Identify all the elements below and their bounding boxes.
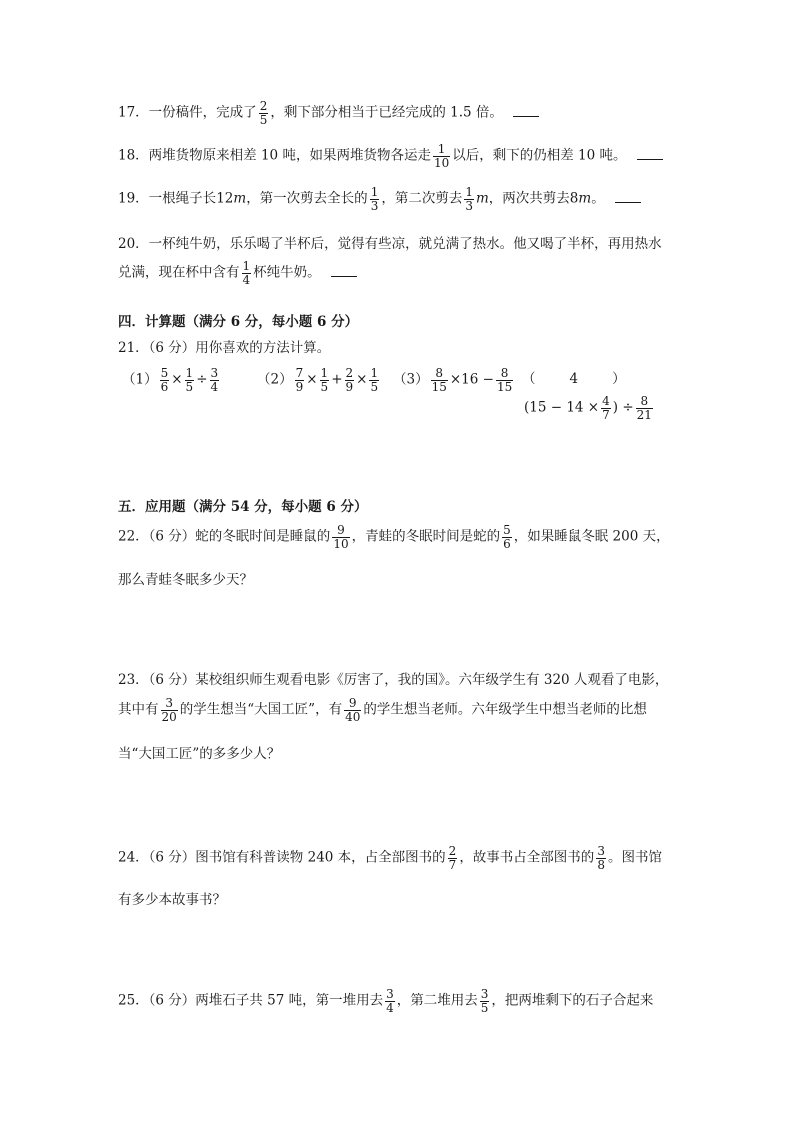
answer-blank[interactable]: [615, 202, 641, 203]
fraction: $\frac{5}{6}$: [160, 366, 169, 394]
fraction: $\frac{1}{5}$: [320, 366, 329, 394]
question-22-line-1: 22．（6 分）蛇的冬眠时间是睡鼠的 $\frac{9}{10}$ ，青蛙的冬眠时间是蛇的 $\frac{5}{6}$ ，如果睡鼠冬眠 200 天，: [118, 523, 670, 551]
question-20-line-1: 20．一杯纯牛奶，乐乐喝了半杯后，觉得有些凉，就兑满了热水。他又喝了半杯，再用热水: [118, 236, 662, 252]
question-24-line-1: 24．（6 分）图书馆有科普读物 240 本，占全部图书的 $\frac{2}{7}$ ，故事书占全部图书的 $\frac{3}{8}$ 。图书馆: [118, 844, 662, 872]
fraction: $\frac{8}{15}$: [496, 366, 513, 394]
fraction: $\frac{5}{6}$: [503, 523, 511, 551]
expression-3: （3） $\frac{8}{15}$ ×16 − $\frac{8}{15}$: [393, 366, 513, 394]
question-23-line-2: 其中有 $\frac{3}{20}$ 的学生想当“大国工匠”，有 $\frac{9}{40}$ 的学生想当老师。六年级学生中想当老师的比想: [118, 696, 647, 724]
fraction: $\frac{2}{7}$: [448, 844, 457, 872]
answer-blank[interactable]: [513, 116, 539, 117]
fraction: $\frac{1}{10}$: [433, 142, 450, 170]
expression-2: （2） $\frac{7}{9}$ × $\frac{1}{5}$ + $\frac{2}{9}$ × $\frac{1}{5}$: [257, 366, 379, 394]
fraction: $\frac{3}{20}$: [161, 696, 177, 724]
section-4-title: 四．计算题（满分 6 分，每小题 6 分）: [118, 314, 359, 330]
fraction: $\frac{7}{9}$: [295, 366, 304, 394]
fraction: $\frac{3}{8}$: [597, 844, 605, 872]
expression-4-label: （ 4 ）: [522, 371, 626, 387]
question-25-line-1: 25．（6 分）两堆石子共 57 吨，第一堆用去 $\frac{3}{4}$ ，第二堆用去 $\frac{3}{5}$ ，把两堆剩下的石子合起来: [118, 987, 654, 1015]
question-23-line-1: 23．（6 分）某校组织师生观看电影《厉害了，我的国》。六年级学生有 320 人观看了电影，: [118, 672, 669, 688]
question-24-line-2: 有多少本故事书？: [118, 892, 226, 908]
fraction: $\frac{1}{3}$: [370, 185, 379, 213]
answer-blank[interactable]: [637, 159, 663, 160]
question-17: 17．一份稿件，完成了 $\frac{2}{5}$ ，剩下部分相当于已经完成的 1.5 倍。: [118, 100, 539, 126]
expression-4: (15 − 14 × $\frac{4}{7}$ ) ÷ $\frac{8}{21}$: [524, 394, 652, 422]
question-20-line-2: 兑满，现在杯中含有 $\frac{1}{4}$ 杯纯牛奶。: [118, 260, 357, 286]
fraction: $\frac{8}{21}$: [636, 394, 652, 422]
fraction: $\frac{1}{4}$: [242, 259, 251, 287]
question-18: 18．两堆货物原来相差 10 吨，如果两堆货物各运走 $\frac{1}{10}$ 以后，剩下的仍相差 10 吨。: [118, 143, 663, 169]
expression-1: （1） $\frac{5}{6}$ × $\frac{1}{5}$ ÷ $\frac{3}{4}$: [122, 366, 219, 394]
fraction: $\frac{9}{40}$: [345, 696, 361, 724]
fraction: $\frac{2}{9}$: [345, 366, 354, 394]
fraction: $\frac{9}{10}$: [333, 523, 349, 551]
section-5-title: 五．应用题（满分 54 分，每小题 6 分）: [118, 499, 368, 515]
question-23-line-3: 当“大国工匠”的多多少人？: [118, 746, 281, 762]
fraction: $\frac{8}{15}$: [431, 366, 447, 394]
fraction: $\frac{4}{7}$: [602, 394, 610, 422]
question-22-line-2: 那么青蛙冬眠多少天？: [118, 572, 253, 588]
question-19: 19．一根绳子长12m，第一次剪去全长的 $\frac{1}{3}$ ，第二次剪去 $\frac{1}{3}$ m，两次共剪去8m。: [118, 186, 641, 212]
answer-blank[interactable]: [331, 276, 357, 277]
fraction: $\frac{3}{4}$: [210, 366, 219, 394]
fraction: $\frac{1}{5}$: [370, 366, 379, 394]
fraction: $\frac{3}{5}$: [480, 987, 489, 1015]
fraction: $\frac{3}{4}$: [386, 987, 394, 1015]
fraction: $\frac{2}{5}$: [259, 99, 268, 127]
fraction: $\frac{1}{5}$: [185, 366, 194, 394]
fraction: $\frac{1}{3}$: [465, 185, 473, 213]
question-21-stem: 21．（6 分）用你喜欢的方法计算。: [118, 340, 331, 356]
